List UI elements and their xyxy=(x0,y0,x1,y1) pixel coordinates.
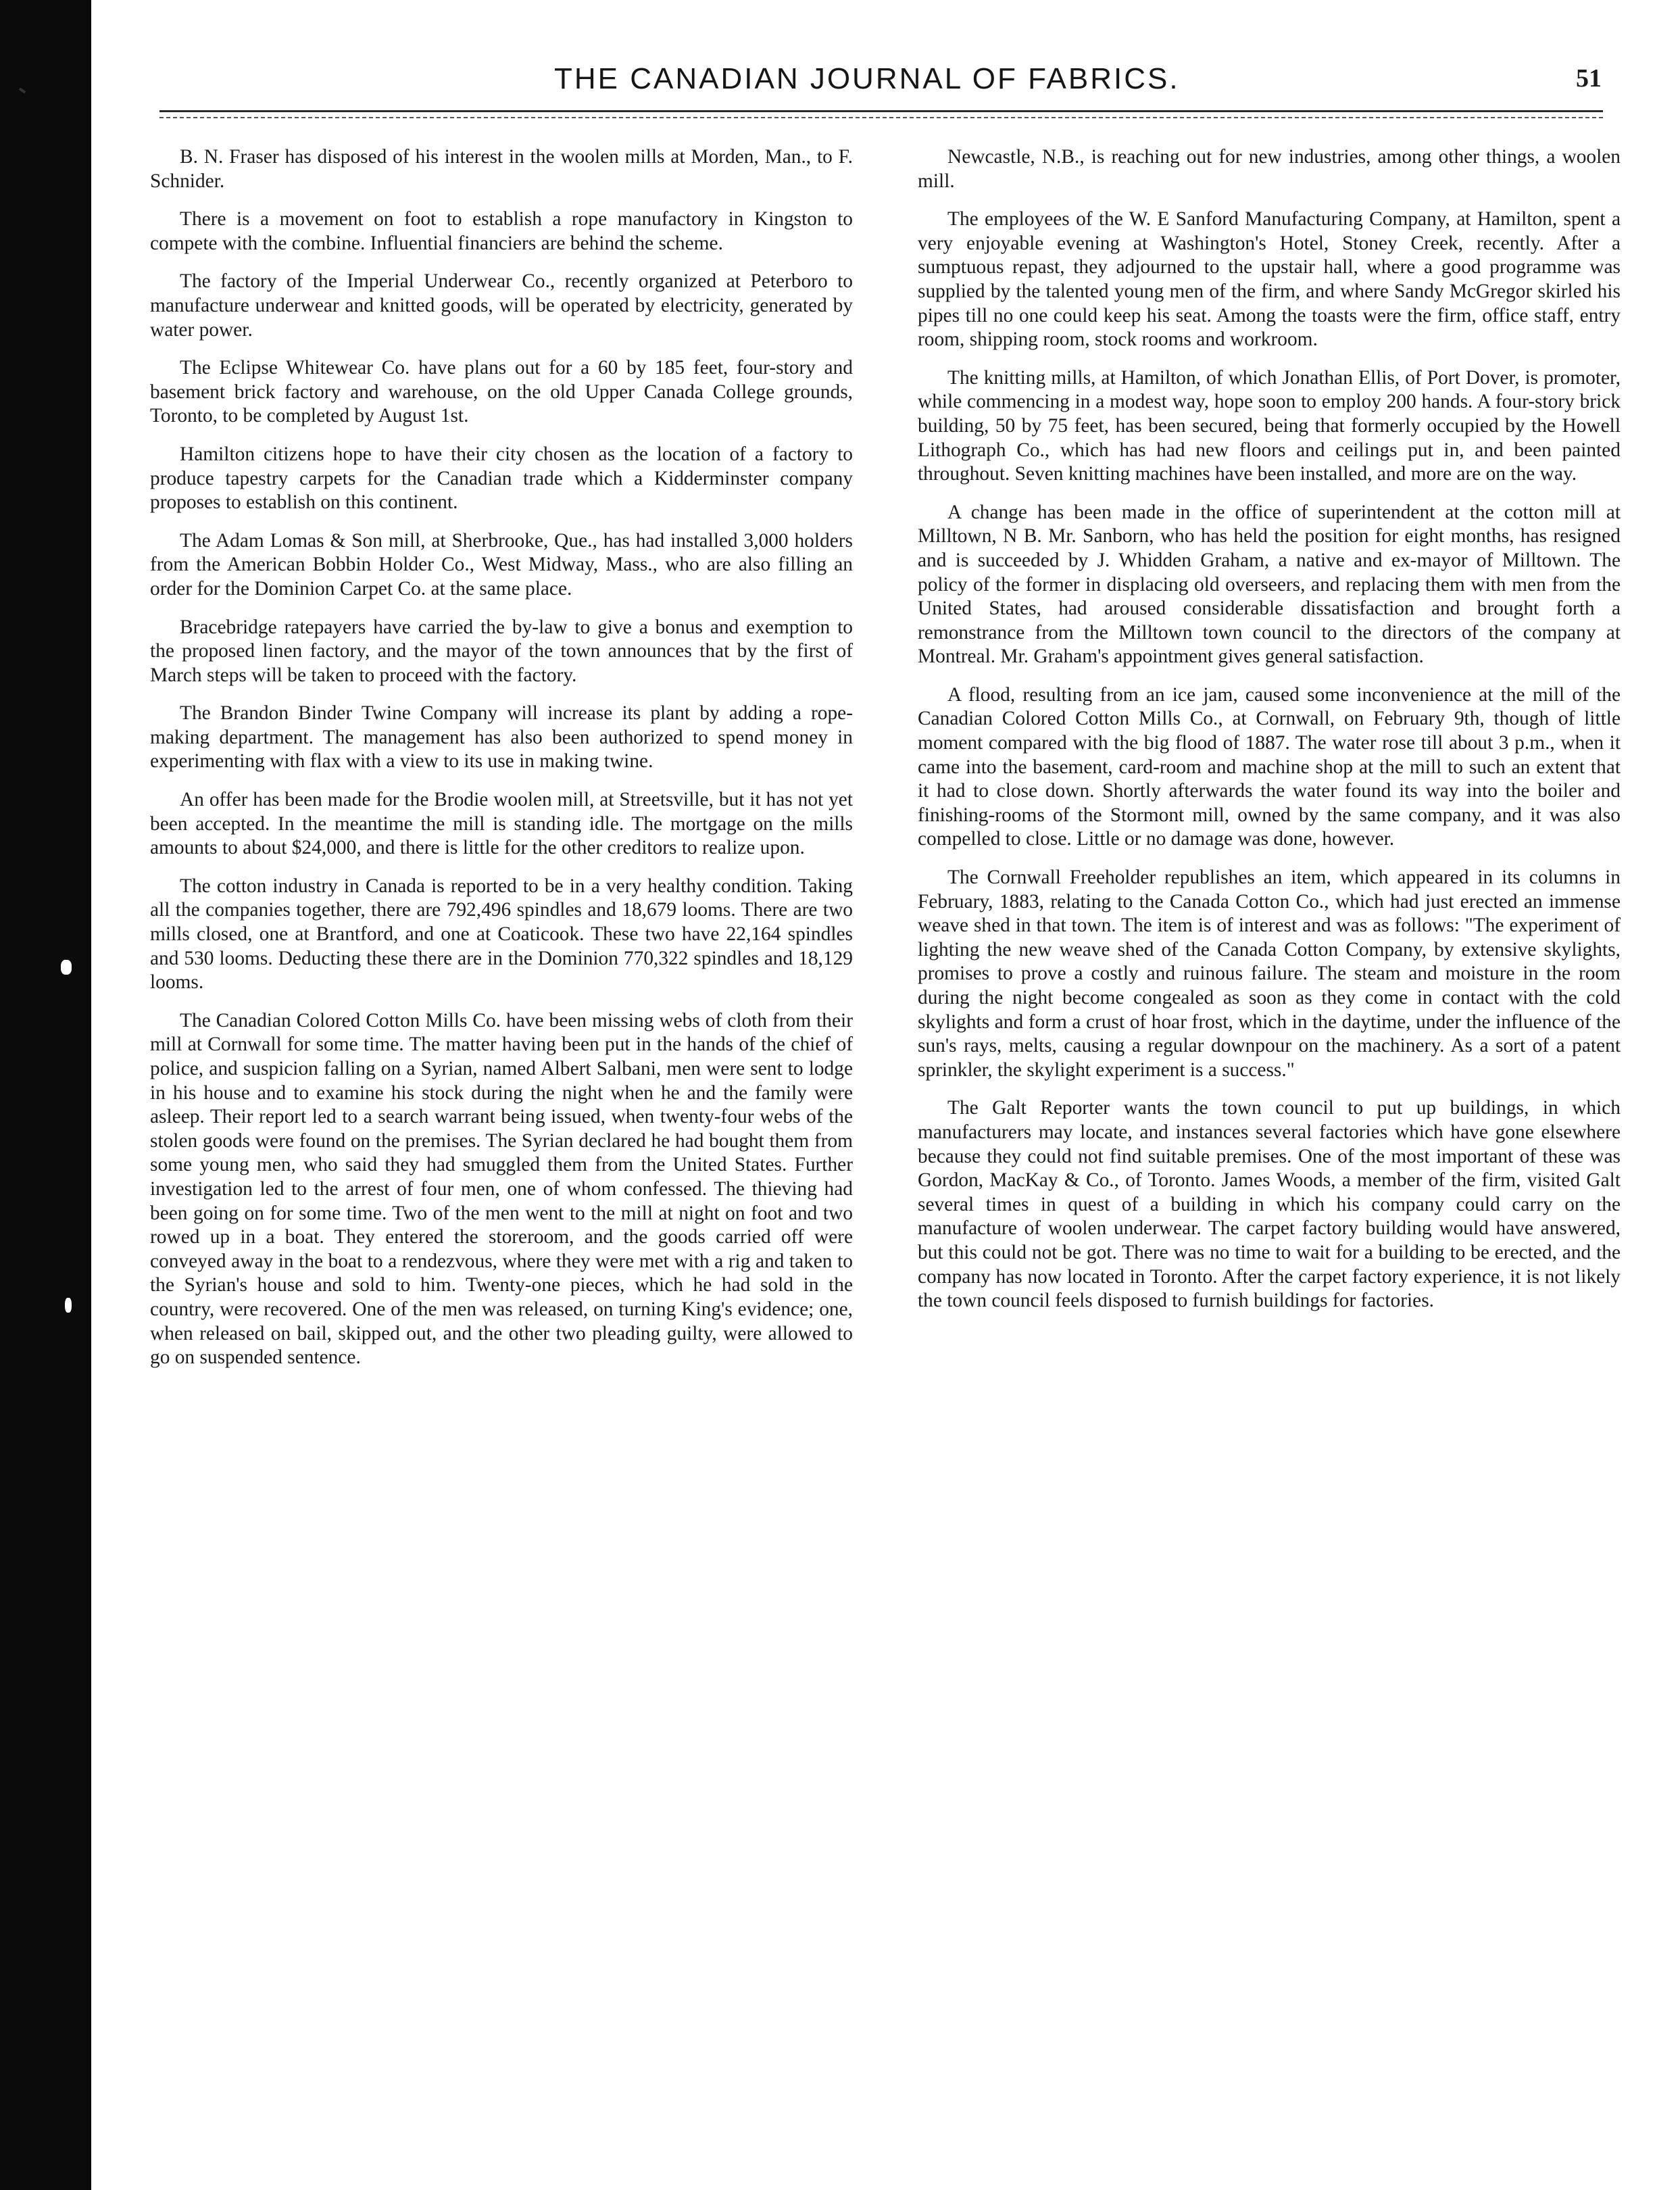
news-item: The employees of the W. E Sanford Manufacturing Company, at Hamilton, spent a very enjoyable evening at Washington's Hotel, Stoney Creek, recently. After a sumptuous repast, they adjourned to the upstair hall, where a good programme was supplied by the talented young men of the firm, and where Sandy McGregor skirled his pipes till no one could keep his seat. Among the toasts were the firm, office staff, entry room, shipping room, stock rooms and workroom. xyxy=(918,208,1621,351)
news-item: The knitting mills, at Hamilton, of which Jonathan Ellis, of Port Dover, is promoter, while commencing in a modest way, hope soon to employ 200 hands. A four-story brick building, 50 by 75 feet, has been secured, being that formerly occupied by the Howell Lithograph Co., which has had new floors and ceilings put in, and been painted throughout. Seven knitting machines have been installed, and more are on the way. xyxy=(918,366,1621,485)
news-item: The Eclipse Whitewear Co. have plans out for a 60 by 185 feet, four-story and basement brick factory and warehouse, on the old Upper Canada College grounds, Toronto, to be completed by August 1st. xyxy=(150,357,853,427)
scan-hole-mark xyxy=(61,960,72,975)
journal-title: THE CANADIAN JOURNAL OF FABRICS. xyxy=(554,62,1180,95)
right-column xyxy=(918,145,1621,1328)
news-item: The Brandon Binder Twine Company will increase its plant by adding a rope-making department. The management has also been authorized to spend money in experimenting with flax with a view to its use in making twine. xyxy=(150,702,853,773)
header-rule xyxy=(159,110,1603,112)
news-item: The factory of the Imperial Underwear Co., recently organized at Peterboro to manufacture underwear and knitted goods, will be operated by electricity, generated by water power. xyxy=(150,270,853,341)
news-item: An offer has been made for the Brodie woolen mill, at Streetsville, but it has not yet been accepted. In the meantime the mill is standing idle. The mortgage on the mills amounts to about $24,000, and there is little for the other creditors to realize upon. xyxy=(150,789,853,859)
news-item: B. N. Fraser has disposed of his interest in the woolen mills at Morden, Man., to F. Schnider. xyxy=(150,146,853,192)
left-column xyxy=(150,145,853,1384)
page-number: 51 xyxy=(1576,64,1602,93)
news-item: The Galt Reporter wants the town council to put up buildings, in which manufacturers may locate, and instances several factories which have gone elsewhere because they could not find suitable premises. One of the most important of these was Gordon, MacKay & Co., of Toronto. James Woods, a member of the firm, visited Galt several times in quest of a building in which his company could carry on the manufacture of woolen underwear. The carpet factory building would have answered, but this could not be got. There was no time to wait for a building to be erected, and the company has now located in Toronto. After the carpet factory experience, it is not likely the town council feels disposed to furnish buildings for factories. xyxy=(918,1097,1621,1312)
news-item: A flood, resulting from an ice jam, caused some inconvenience at the mill of the Canadian Colored Cotton Mills Co., at Cornwall, on February 9th, though of little moment compared with the big flood of 1887. The water rose till about 3 p.m., when it came into the basement, card-room and machine shop at the mill to such an extent that it had to close down. Shortly afterwards the water found its way into the boiler and finishing-rooms of the Stormont mill, owned by the same company, and it was also compelled to close. Little or no damage was done, however. xyxy=(918,683,1621,850)
news-item: The cotton industry in Canada is reported to be in a very healthy condition. Taking all the companies together, there are 792,496 spindles and 18,679 looms. There are two mills closed, one at Brantford, and one at Coaticook. These two have 22,164 spindles and 530 looms. Deducting these there are in the Dominion 770,322 spindles and 18,129 looms. xyxy=(150,875,853,994)
news-item: The Cornwall Freeholder republishes an item, which appeared in its columns in February, 1883, relating to the Canada Cotton Co., which had just erected an immense weave shed in that town. The item is of interest and was as follows: "The experiment of lighting the new weave shed of the Canada Cotton Company, by extensive skylights, promises to prove a costly and ruinous failure. The steam and moisture in the room during the night become congealed as soon as they come in contact with the cold skylights and form a crust of hoar frost, which in the daytime, under the influence of the sun's rays, melts, causing a regular downpour on the machinery. As a sort of a patent sprinkler, the skylight experiment is a success." xyxy=(918,867,1621,1081)
page-header xyxy=(155,62,1602,110)
header-rule-dashed xyxy=(159,117,1603,118)
news-item: The Canadian Colored Cotton Mills Co. have been missing webs of cloth from their mill at Cornwall for some time. The matter having been put in the hands of the chief of police, and suspicion falling on a Syrian, named Albert Salbani, men were sent to lodge in his house and to examine his stock during the night when he and the family were asleep. Their report led to a search warrant being issued, when twenty-four webs of the stolen goods were found on the premises. The Syrian declared he had bought them from some young men, who said they had smuggled them from the United States. Further investigation led to the arrest of four men, one of whom confessed. The thieving had been going on for some time. Two of the men went to the mill at night on foot and two rowed up in a boat. They entered the storeroom, and the goods carried off were conveyed away in the boat to a rendezvous, where they were met with a rig and taken to the Syrian's house and sold to him. Twenty-one pieces, which he had sold in the country, were recovered. One of the men was released, on turning King's evidence; one, when released on bail, skipped out, and the other two pleading guilty, were allowed to go on suspended sentence. xyxy=(150,1009,853,1369)
news-item: Bracebridge ratepayers have carried the by-law to give a bonus and exemption to the proposed linen factory, and the mayor of the town announces that by the first of March steps will be taken to proceed with the factory. xyxy=(150,616,853,686)
news-item: There is a movement on foot to establish a rope manufactory in Kingston to compete with the combine. Influential financiers are behind the scheme. xyxy=(150,208,853,254)
news-item: A change has been made in the office of superintendent at the cotton mill at Milltown, N B. Mr. Sanborn, who has held the position for eight months, has resigned and is succeeded by J. Whidden Graham, a native and ex-mayor of Milltown. The policy of the former in displacing old overseers, and replacing them with men from the United States, had aroused considerable dissatisfaction and brought forth a remonstrance from the Milltown town council to the directors of the company at Montreal. Mr. Graham's appointment gives general satisfaction. xyxy=(918,501,1621,668)
scan-hole-mark xyxy=(65,1298,72,1313)
news-item: Hamilton citizens hope to have their city chosen as the location of a factory to produce tapestry carpets for the Canadian trade which a Kidderminster company proposes to establish on this continent. xyxy=(150,443,853,514)
scan-edge-bar xyxy=(0,0,91,2190)
news-item: The Adam Lomas & Son mill, at Sherbrooke, Que., has had installed 3,000 holders from the American Bobbin Holder Co., West Midway, Mass., who are also filling an order for the Dominion Carpet Co. at the same place. xyxy=(150,529,853,600)
news-item: Newcastle, N.B., is reaching out for new industries, among other things, a woolen mill. xyxy=(918,146,1621,192)
